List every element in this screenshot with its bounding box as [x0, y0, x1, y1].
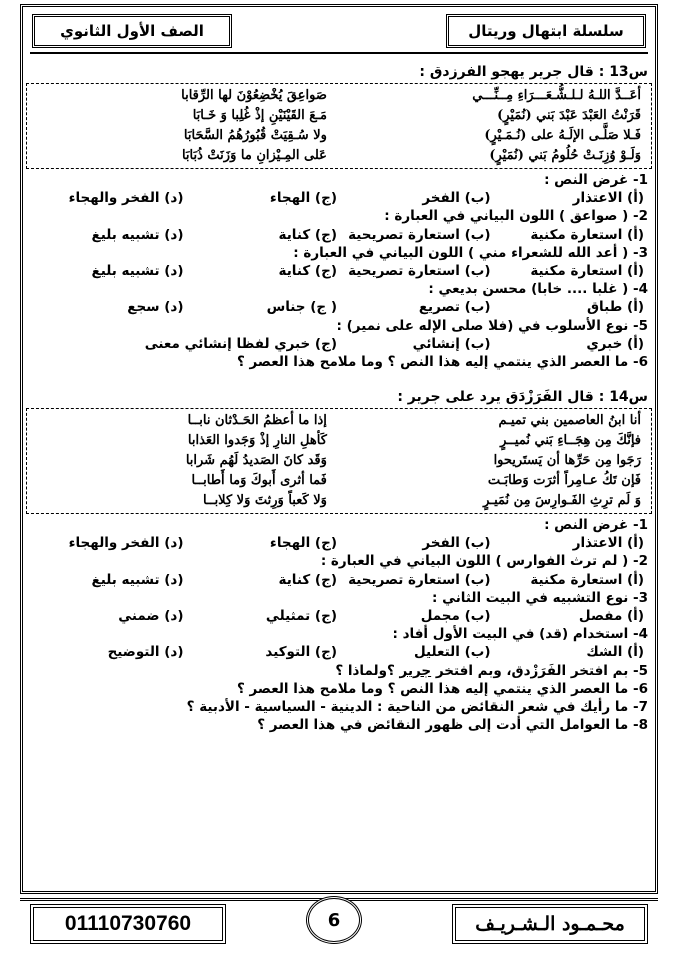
- option-c[interactable]: (ج) خبري لفظا إنشائي معنى: [144, 335, 337, 352]
- verse-first-half: فَإن تَكُ عـامِراً أثرَت وَطابَـت: [487, 473, 641, 489]
- verse-second-half: إذا ما أعظمُ الحَـدْثان نابــا: [187, 413, 327, 429]
- q13-item-1: 1- غرض النص :: [544, 172, 648, 188]
- q14-verse: [37, 411, 641, 431]
- verse-second-half: ولا سُـقِيَتْ قُبُورُهُمُ السَّحَابَا: [183, 128, 327, 143]
- q14-verse: [37, 451, 641, 471]
- q14-item-5-end: ؟ولماذا ؟: [335, 662, 400, 679]
- q14-verse: [37, 471, 641, 491]
- q13-poem: [26, 83, 652, 169]
- q14-item-5-start: 5- بم افتخر الفَرَزْدق، وبم افتخر: [431, 662, 648, 679]
- option-c[interactable]: (ج) كناية: [278, 571, 337, 588]
- option-b[interactable]: (ب) تصريع: [418, 299, 491, 316]
- option-a[interactable]: (أ) استعارة مكنية: [530, 226, 644, 243]
- q14-options-2: [30, 571, 648, 589]
- q13-options-5: [30, 335, 648, 353]
- q14-item-8: 8- ما العوامل التي أدت إلى ظهور النقائض في هذا العصر ؟: [257, 717, 648, 734]
- option-b[interactable]: (ب) إنشائي: [412, 335, 491, 352]
- option-c[interactable]: (ج) الهجاء: [269, 535, 337, 552]
- option-b[interactable]: (ب) الفخر: [422, 190, 491, 207]
- verse-first-half: رَجَوا مِن حَرِّها أن يَستَريحوا: [493, 453, 641, 469]
- option-c[interactable]: ( ج) جناس: [266, 299, 337, 316]
- option-a[interactable]: (أ) مفصل: [578, 608, 644, 624]
- q14-verse: [37, 431, 641, 451]
- option-c[interactable]: (ج) كناية: [278, 226, 337, 243]
- q13-verse: [37, 86, 641, 106]
- option-a[interactable]: (أ) استعارة مكنية: [530, 262, 644, 279]
- page-number: 6: [306, 896, 362, 944]
- option-d[interactable]: (د) تشبيه بليغ: [91, 571, 184, 588]
- q13-heading: [30, 62, 648, 83]
- option-a[interactable]: (أ) الاعتذار: [572, 190, 644, 207]
- option-c[interactable]: (ج) التوكيد: [265, 644, 337, 661]
- option-a[interactable]: (أ) طباق: [586, 299, 644, 316]
- verse-second-half: وَقَد كانَ الصَديدُ لَهُم شَرابا: [185, 453, 327, 469]
- option-c[interactable]: (ج) الهجاء: [269, 190, 337, 207]
- option-d[interactable]: (د) تشبيه بليغ: [91, 226, 184, 243]
- option-d[interactable]: (د) تشبيه بليغ: [91, 262, 184, 279]
- verse-second-half: عَلى المِـيْزانِ ما وَزَنَتْ ذُبَابَا: [181, 148, 327, 163]
- verse-first-half: فَـلا صَلَّـى الإلَـهُ على (نُـمَـيْرٍ): [484, 128, 641, 143]
- verse-first-half: أنا ابنُ العاصمين بني تميـم: [498, 413, 641, 429]
- option-b[interactable]: (ب) استعارة تصريحية: [348, 262, 491, 279]
- series-title: سلسلة ابتهال وريتال: [446, 14, 646, 48]
- header-divider: [30, 52, 648, 54]
- q14-item-5-name: جرير: [399, 662, 432, 679]
- q14-options-1: [30, 534, 648, 552]
- verse-second-half: وَلا كَعباً وَرِثتَ وَلا كِلابــا: [202, 493, 327, 509]
- verse-first-half: وَ لَم ترِثِ الفَـوارِسَ مِن نُمَيـرٍ: [483, 493, 641, 509]
- q13-verse: [37, 106, 641, 126]
- phone-number: 01110730760: [30, 904, 226, 944]
- q13-options-4: [30, 298, 648, 316]
- verse-second-half: مَـعَ القَيْنَيْنِ إذْ غُلِبا وَ خَـابَا: [192, 108, 327, 123]
- q14-item-7: 7- ما رأيك في شعر النقائض من الناحية : الدينية - السياسية - الأدبية ؟: [186, 698, 648, 715]
- option-b[interactable]: (ب) استعارة تصريحية: [348, 571, 491, 588]
- q14-heading: [30, 387, 648, 408]
- q14-item-5: [30, 662, 648, 680]
- q13-item-2: 2- ( صواعق ) اللون البياني في العبارة :: [384, 208, 648, 225]
- option-d[interactable]: (د) الفخر والهجاء: [68, 535, 184, 552]
- option-a[interactable]: (أ) استعارة مكنية: [530, 571, 644, 588]
- grade-label: الصف الأول الثانوي: [32, 14, 232, 48]
- author-name: محـمـود الـشـريـف: [452, 904, 648, 944]
- verse-second-half: فَما أثرى أَبوكَ وَما أَطابــا: [191, 473, 327, 489]
- q14-number: س14 :: [598, 389, 648, 406]
- option-d[interactable]: (د) ضمني: [118, 608, 184, 624]
- q14-verse: [37, 491, 641, 511]
- verse-first-half: وَلَـوْ وُزِنَـتْ حُلُومُ بَني (نُمَيْرٍ): [489, 148, 641, 163]
- q13-item-5: 5- نوع الأسلوب في (فلا صلى الإله على نمير) :: [336, 317, 648, 334]
- verse-second-half: كَأهلِ النارِ إذْ وَجَدوا العَذابا: [187, 433, 327, 449]
- q14-item-1: 1- غرض النص :: [544, 517, 648, 534]
- q13-item-4: 4- ( غلبا .... خابا) محسن بديعي :: [428, 281, 648, 298]
- q13-item-6: 6- ما العصر الذي ينتمي إليه هذا النص ؟ وما ملامح هذا العصر ؟: [236, 353, 648, 370]
- option-a[interactable]: (أ) الاعتذار: [572, 535, 644, 552]
- q13-number: س13 :: [598, 64, 648, 80]
- q13-verse: [37, 146, 641, 166]
- q14-poem: [26, 408, 652, 514]
- option-c[interactable]: (ج) تمثيلي: [265, 608, 337, 624]
- q14-item-3: 3- نوع التشبيه في البيت الثاني :: [431, 589, 648, 606]
- option-c[interactable]: (ج) كناية: [278, 262, 337, 279]
- q14-item-4: 4- استخدام (قد) في البيت الأول أفاد :: [392, 626, 648, 643]
- q13-verse: [37, 126, 641, 146]
- q14-item-2: 2- ( لم ترث الفوارس ) اللون البياني في العبارة :: [320, 553, 648, 570]
- q13-options-3: [30, 262, 648, 280]
- q14-options-3: [30, 607, 648, 625]
- q14-item-6: 6- ما العصر الذي ينتمي إليه هذا النص ؟ وما ملامح هذا العصر ؟: [236, 680, 648, 697]
- option-b[interactable]: (ب) التعليل: [413, 644, 491, 661]
- option-b[interactable]: (ب) مجمل: [420, 608, 491, 624]
- option-b[interactable]: (ب) استعارة تصريحية: [348, 226, 491, 243]
- q14-options-4: [30, 643, 648, 661]
- option-a[interactable]: (أ) خبري: [586, 335, 644, 352]
- worksheet-content: [30, 62, 648, 734]
- q13-item-3: 3- ( أعد الله للشعراء مني ) اللون البياني في العبارة :: [293, 244, 648, 261]
- q13-options-2: [30, 226, 648, 244]
- q14-title: قال الفَرَزْدَق يرد على جرير :: [397, 389, 594, 406]
- verse-second-half: صَواعِقَ يُخْضِعُوْنَ لها الرِّقابا: [181, 88, 327, 103]
- q13-title: قال جرير يهجو الفرزدق :: [419, 64, 594, 80]
- option-a[interactable]: (أ) الشك: [586, 644, 644, 661]
- verse-first-half: قَرَنْتُ العَبْدَ عَبْدَ بَني (نُمَيْرٍ): [497, 108, 641, 123]
- option-d[interactable]: (د) التوضيح: [107, 644, 184, 661]
- option-d[interactable]: (د) الفخر والهجاء: [68, 190, 184, 207]
- option-b[interactable]: (ب) الفخر: [422, 535, 491, 552]
- verse-first-half: أعَــدَّ اللـهُ لـلـشُّـعَـــرَاءِ مِــنِّـــي: [472, 88, 641, 103]
- section-gap: [30, 371, 648, 387]
- option-d[interactable]: (د) سجع: [127, 299, 184, 316]
- verse-first-half: فإنَّكَ مِن هِجَــاءِ بَني نُميــرٍ: [500, 433, 641, 449]
- q13-options-1: [30, 189, 648, 207]
